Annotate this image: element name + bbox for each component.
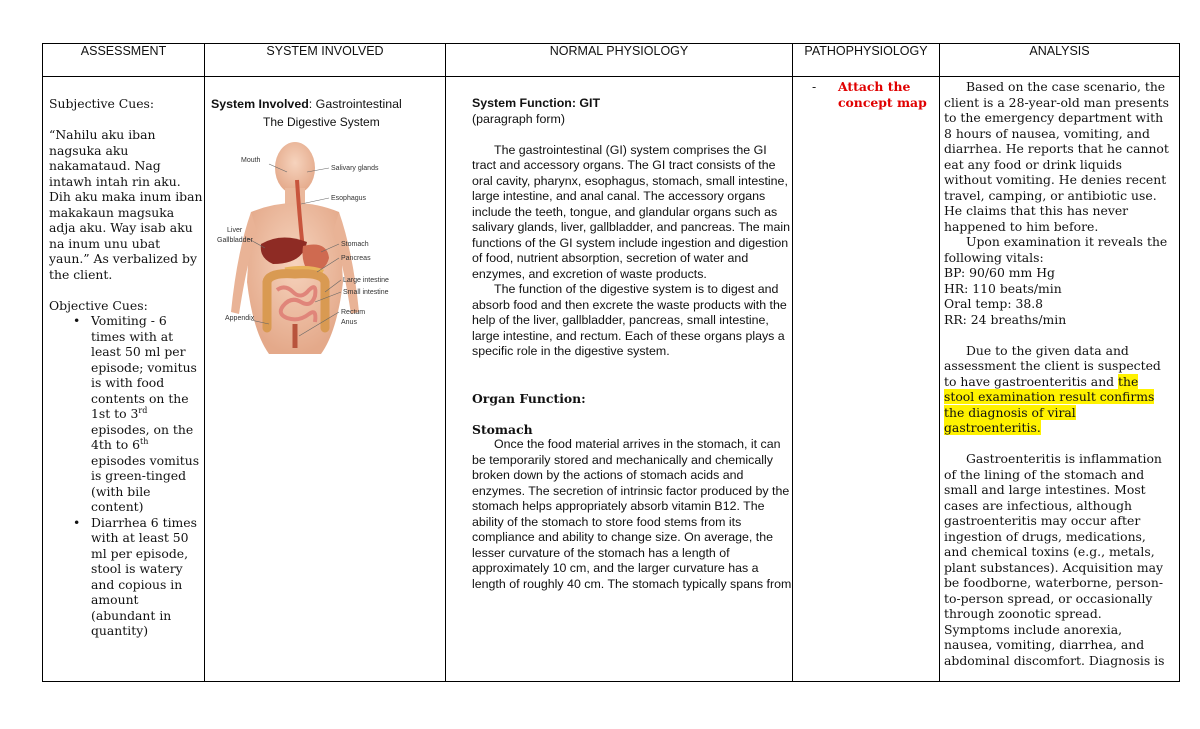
figure-title: The Digestive System <box>263 114 380 129</box>
header-system-involved: SYSTEM INVOLVED <box>205 44 446 77</box>
header-normal-physiology: NORMAL PHYSIOLOGY <box>446 44 793 77</box>
label-small-intestine: Small intestine <box>343 289 389 296</box>
objective-cue-diarrhea: • Diarrhea 6 times with at least 50 ml per episode, stool is watery and copious in amount (abundant in quantity) <box>91 515 204 639</box>
label-rectum: Rectum <box>341 309 366 316</box>
stomach-paragraph: Once the food material arrives in the stomach, it can be temporarily stored and mechanically and chemically broken down by the actions of stomach acids and enzymes. The secretion of intrinsic factor produced by the stomach helps appropriately absorb vitamin B12. The ability of the stomach to store food stems from its compliance and ability to change size. On average, the lesser curvature of the stomach has a length of approximately 10 cm, and the larger curvature has a length of roughly 40 cm. The stomach typically spans from <box>472 437 792 591</box>
normal-physiology-cell <box>446 77 793 682</box>
label-esophagus: Esophagus <box>331 195 367 202</box>
subjective-label: Subjective Cues: <box>49 96 155 111</box>
digestive-system-illustration <box>211 132 411 354</box>
analysis-paragraph-2: Upon examination it reveals the following vitals: <box>944 234 1168 265</box>
paragraph-form-note: (paragraph form) <box>472 111 565 126</box>
objective-label: Objective Cues: <box>49 297 148 313</box>
analysis-paragraph-4: Gastroenteritis is inflammation of the lining of the stomach and small and large intestines. Most cases are infectious, although gastroenteritis may occur after ingestion of drugs, medications, and chemical toxins (e.g., metals, plant substances). Acquisition may be foodborne, waterborne, person-to-person spread, or occasionally through zoonotic spread. Symptoms include anorexia, nausea, vomiting, diarrhea, and abdominal discomfort. Diagnosis is <box>944 451 1165 668</box>
content-row <box>43 77 1180 682</box>
system-involved-line: System Involved: Gastrointestinal <box>211 97 402 111</box>
attach-concept-map-text: Attach the concept map <box>838 79 927 110</box>
vital-bp: BP: 90/60 mm Hg <box>944 265 1055 280</box>
label-mouth: Mouth <box>241 157 261 164</box>
header-assessment: ASSESSMENT <box>43 44 205 77</box>
system-involved-cell <box>205 77 446 682</box>
label-liver: Liver <box>227 227 243 234</box>
vital-rr: RR: 24 breaths/min <box>944 311 1067 327</box>
label-pancreas: Pancreas <box>341 255 371 262</box>
objective-cue-vomiting: • Vomiting - 6 times with at least 50 ml per episode; vomitus is with food contents on the 1st to 3rd episodes, on the 4th to 6th episodes vomitus is green-tinged (with bile content) <box>91 313 204 515</box>
vital-temp: Oral temp: 38.8 <box>944 296 1044 311</box>
assessment-cell <box>43 77 205 682</box>
analysis-cell <box>940 77 1180 682</box>
physiology-paragraph-1: The gastrointestinal (GI) system comprises the GI tract and accessory organs. The GI tract consists of the oral cavity, pharynx, esophagus, stomach, small intestine, large intestine, and anal canal. The accessory organs include the teeth, tongue, and glandular organs such as salivary glands, liver, gallbladder, and pancreas. The main functions of the GI system include ingestion and digestion of food, nutrient absorption, secretion of water and enzymes, and excretion of waste products. <box>472 142 790 281</box>
label-stomach: Stomach <box>341 241 369 248</box>
concept-map-note: - Attach the concept map <box>812 79 939 110</box>
analysis-paragraph-3: Due to the given data and assessment the client is suspected to have gastroenteritis and the stool examination result confirms the diagnosis of viral gastroenteritis. <box>944 342 1161 435</box>
label-appendix: Appendix <box>225 315 255 322</box>
physiology-paragraph-2: The function of the digestive system is to digest and absorb food and then excrete the waste products with the help of the liver, gallbladder, pancreas, small intestine, large intestine, and rectum. Each of these organs plays a specific role in the digestive system. <box>472 282 787 358</box>
head-shape <box>275 142 315 194</box>
pathophysiology-cell <box>793 77 940 682</box>
label-anus: Anus <box>341 319 357 326</box>
header-pathophysiology: PATHOPHYSIOLOGY <box>793 44 940 77</box>
header-row <box>43 44 1180 77</box>
label-gallbladder: Gallbladder <box>217 237 253 244</box>
vital-hr: HR: 110 beats/min <box>944 280 1062 296</box>
highlighted-diagnosis: the stool examination result confirms the diagnosis of viral gastroenteritis. <box>944 373 1155 435</box>
objective-cue-list <box>49 313 204 639</box>
label-salivary-glands: Salivary glands <box>331 165 379 172</box>
organ-function-title: Organ Function: <box>472 390 586 406</box>
subjective-quote: “Nahilu aku iban nagsuka aku nakamataud. Nag intawh intah rin aku. Dih aku maka inum iban makakaun magsuka adja aku. Way isab aku na inum unu ubat yaun.” As verbalized by the client. <box>49 127 203 282</box>
system-function-title: System Function: GIT <box>472 96 601 110</box>
analysis-paragraph-1: Based on the case scenario, the client is a 28-year-old man presents to the emergency department with 8 hours of nausea, vomiting, and diarrhea. He reports that he cannot eat any food or drink liquids without vomiting. He denies recent travel, camping, or antibiotic use. He claims that this has never happened to him before. <box>944 79 1170 234</box>
label-large-intestine: Large intestine <box>343 277 389 284</box>
header-analysis: ANALYSIS <box>940 44 1180 77</box>
nursing-care-table <box>42 43 1180 682</box>
stomach-title: Stomach <box>472 421 533 437</box>
